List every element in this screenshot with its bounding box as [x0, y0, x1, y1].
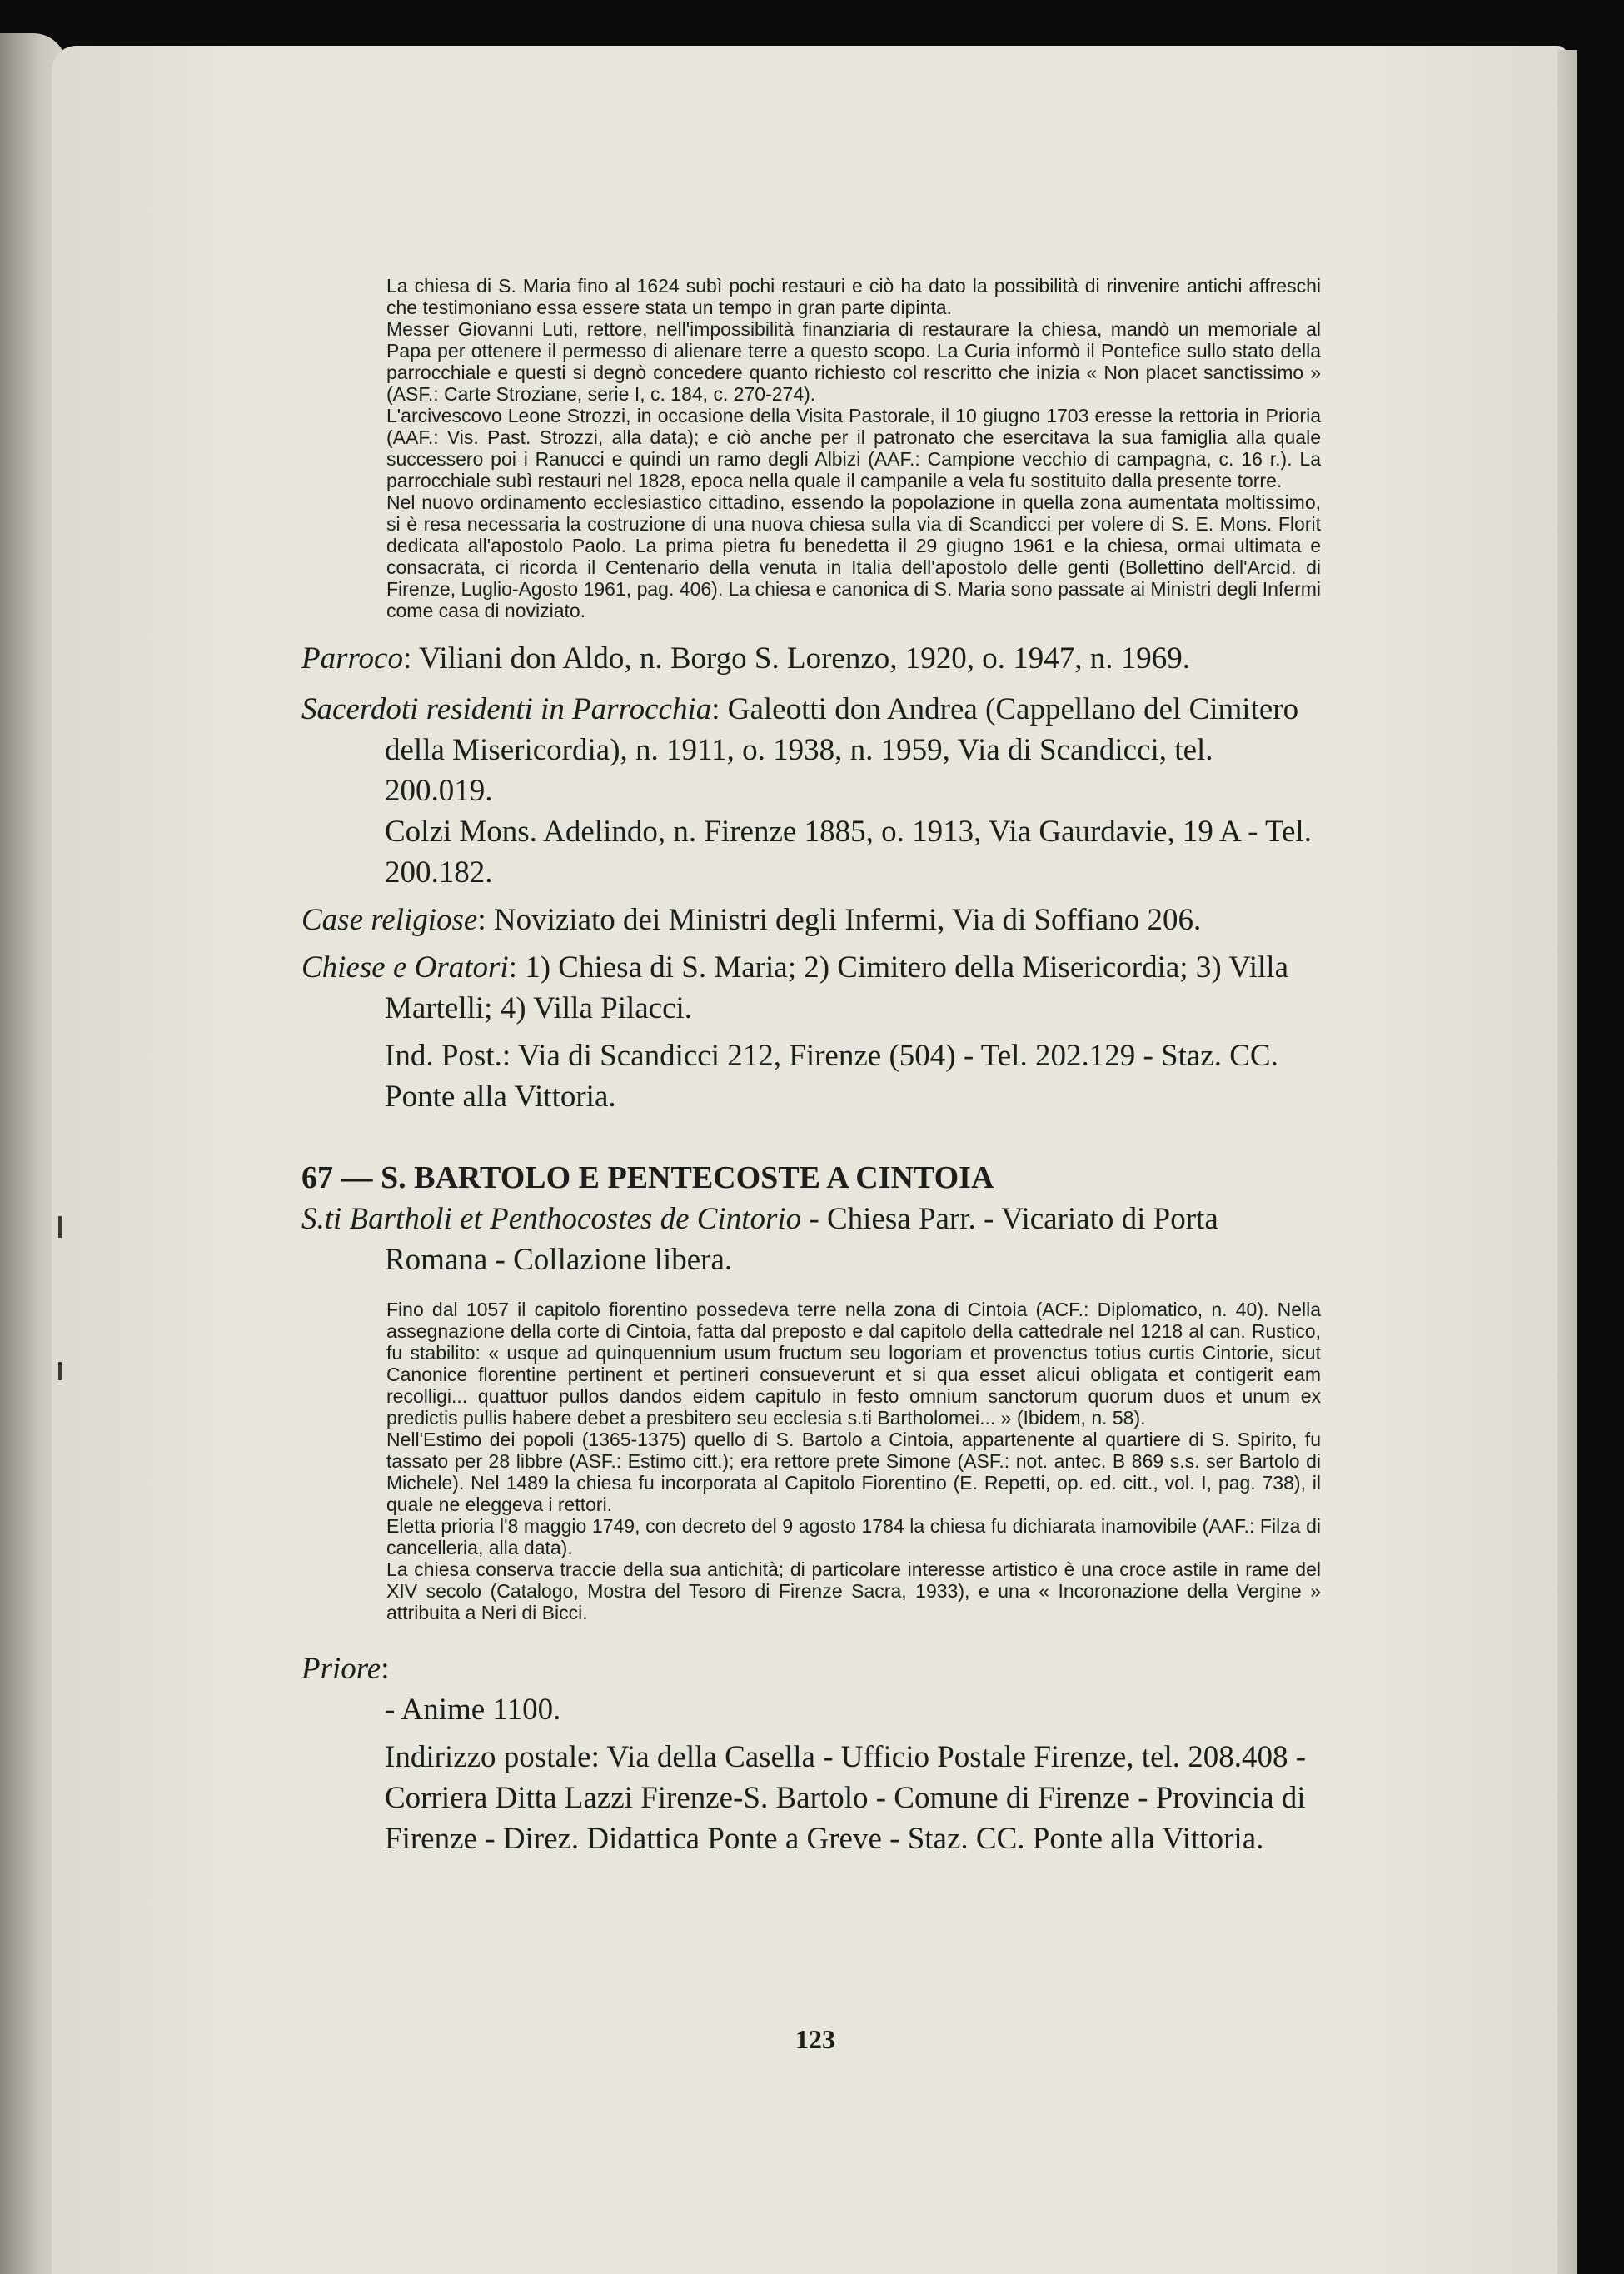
- priore-label: Priore: [301, 1652, 381, 1686]
- indirizzo-postale: Indirizzo postale: Via della Casella - Ufficio Postale Firenze, tel. 208.408 - Corriera Ditta Lazzi Firenze-S. Bartolo - Comune di Firenze - Provincia di Firenze - Direz. Didattica Ponte a Greve - Staz. CC. Ponte alla Vittoria.: [385, 1740, 1307, 1856]
- section-paragraph: Nell'Estimo dei popoli (1365-1375) quello di S. Bartolo a Cintoia, appartenente al quartiere di S. Spirito, fu tassato per 28 libbre (ASF.: Estimo citt.); era rettore prete Simone (ASF.: not. antec. B 869 s.s. ser Bartolo di Michele). Nel 1489 la chiesa fu incorporata al Capitolo Fiorentino (E. Repetti, op. ed. citt., vol. I, pag. 738), il quale ne eleggeva i rettori.: [386, 1429, 1321, 1515]
- latin-entry: [301, 1199, 1322, 1280]
- intro-paragraph: Nel nuovo ordinamento ecclesiastico cittadino, essendo la popolazione in quella zona aumentata moltissimo, si è resa necessaria la costruzione di una nuova chiesa sulla via di Scandicci per volere di S. E. Mons. Florit dedicata all'apostolo Paolo. La prima pietra fu benedetta il 29 giugno 1961 e la chiesa, ormai ultimata e consacrata, ci ricorda il Centenario della venuta in Italia dell'apostolo delle genti (Bollettino dell'Arcid. di Firenze, Luglio-Agosto 1961, pag. 406). La chiesa e canonica di S. Maria sono passate ai Ministri degli Infermi come casa di noviziato.: [386, 491, 1321, 621]
- section-notes: [386, 1299, 1321, 1623]
- parroco-text: : Viliani don Aldo, n. Borgo S. Lorenzo, 1920, o. 1947, n. 1969.: [402, 641, 1190, 676]
- case-religiose-entry: [301, 900, 1322, 940]
- ind-post: Ind. Post.: Via di Scandicci 212, Firenze (504) - Tel. 202.129 - Staz. CC. Ponte alla Vittoria.: [385, 1039, 1278, 1114]
- sacerdoti-label: Sacerdoti residenti in Parrocchia: [301, 692, 712, 726]
- parroco-label: Parroco: [301, 641, 403, 676]
- sacerdoti-text: : Galeotti don Andrea (Cappellano del Cimitero della Misericordia), n. 1911, o. 1938, n. 1959, Via di Scandicci, tel. 200.019.: [385, 692, 1299, 808]
- section-paragraph: La chiesa conserva traccie della sua antichità; di particolare interesse artistico è una croce astile in rame del XIV secolo (Catalogo, Mostra del Tesoro di Firenze Sacra, 1933), e una « Incoronazione della Vergine » attribuita a Neri di Bicci.: [386, 1558, 1321, 1623]
- priore-entry: [301, 1648, 1322, 1689]
- page-number: 123: [795, 2024, 835, 2054]
- section-paragraph: Eletta prioria l'8 maggio 1749, con decreto del 9 agosto 1784 la chiesa fu dichiarata inamovibile (AAF.: Filza di cancelleria, alla data).: [386, 1515, 1321, 1558]
- intro-notes: [386, 275, 1321, 621]
- case-religiose-label: Case religiose: [301, 903, 478, 937]
- parroco-entry: [301, 638, 1322, 679]
- right-page-edge: [1557, 50, 1577, 2274]
- margin-mark: [58, 1362, 62, 1380]
- margin-mark: [58, 1216, 62, 1238]
- chiese-oratori-text: : 1) Chiesa di S. Maria; 2) Cimitero della Misericordia; 3) Villa Martelli; 4) Villa Pilacci.: [385, 950, 1288, 1025]
- intro-paragraph: La chiesa di S. Maria fino al 1624 subì pochi restauri e ciò ha dato la possibilità di rinvenire antichi affreschi che testimoniano essa essere stata un tempo in gran parte dipinta.: [386, 275, 1321, 318]
- case-religiose-text: : Noviziato dei Ministri degli Infermi, Via di Soffiano 206.: [477, 903, 1202, 937]
- priore-text: :: [381, 1652, 390, 1686]
- sacerdoti-second: Colzi Mons. Adelindo, n. Firenze 1885, o. 1913, Via Gaurdavie, 19 A - Tel. 200.182.: [385, 815, 1312, 890]
- chiese-oratori-label: Chiese e Oratori: [301, 950, 509, 985]
- page-content: [301, 275, 1322, 1859]
- latin-text: - Chiesa Parr. - Vicariato di Porta Romana - Collazione libera.: [385, 1202, 1218, 1277]
- anime-count: - Anime 1100.: [385, 1693, 561, 1727]
- chiese-oratori-entry: [301, 947, 1322, 1029]
- intro-paragraph: L'arcivescovo Leone Strozzi, in occasione della Visita Pastorale, il 10 giugno 1703 eresse la rettoria in Prioria (AAF.: Vis. Past. Strozzi, alla data); e ciò anche per il patronato che esercitava la sua famiglia alla quale successero poi i Ranucci e quindi un ramo degli Albizi (AAF.: Campione vecchio di campagna, c. 16 r.). La parrocchiale subì restauri nel 1828, epoca nella quale il campanile a vela fu sostituito dalla presente torre.: [386, 405, 1321, 491]
- section-heading: 67 — S. BARTOLO E PENTECOSTE A CINTOIA: [301, 1160, 994, 1195]
- intro-paragraph: Messer Giovanni Luti, rettore, nell'impossibilità finanziaria di restaurare la chiesa, mandò un memoriale al Papa per ottenere il permesso di alienare terre a questo scopo. La Curia informò il Pontefice sullo stato della parrocchiale e questi si degnò concedere quanto richiesto col rescritto che inizia « Non placet sanctissimo » (ASF.: Carte Stroziane, serie I, c. 184, c. 270-274).: [386, 318, 1321, 405]
- sacerdoti-entry: [301, 689, 1322, 811]
- section-paragraph: Fino dal 1057 il capitolo fiorentino possedeva terre nella zona di Cintoia (ACF.: Diplomatico, n. 40). Nella assegnazione della corte di Cintoia, fatta dal preposto e dal capitolo della cattedrale nel 1218 al can. Rustico, fu stabilito: « usque ad quinquennium usum fructum seu logoriam et provenctus totius curtis Cintorie, sicut Canonice florentine pertinent et pertineri consueverunt et si qua esset alicui obligata et contigerit eam recolligi... quattuor pullos dandos eidem capitulo in festo omnium sanctorum quorum duos et unum ex predictis pullis habere debet a presbitero seu ecclesia s.ti Bartholomei... » (Ibidem, n. 58).: [386, 1299, 1321, 1429]
- latin-label: S.ti Bartholi et Penthocostes de Cintorio: [301, 1202, 802, 1236]
